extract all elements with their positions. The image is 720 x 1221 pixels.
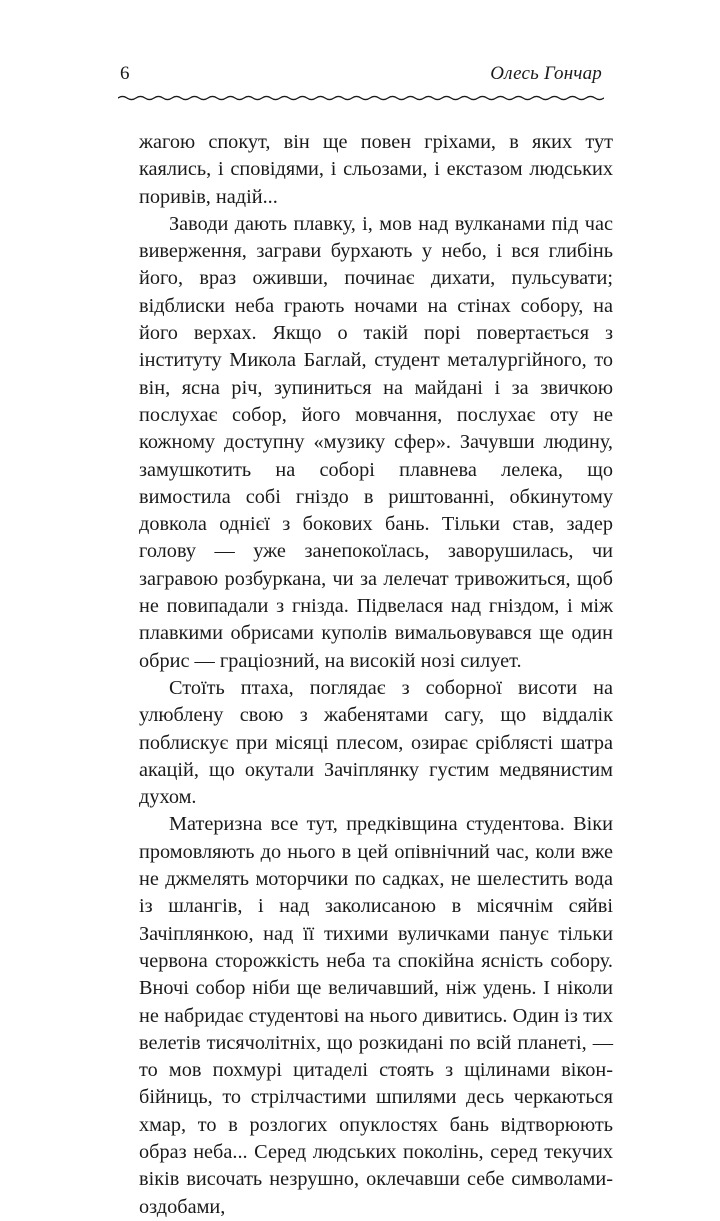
- paragraph-1: жагою спокут, він ще повен гріхами, в яких тут каялись, і сповідями, і сльозами, і екстазом людських поривів, надій...: [139, 131, 613, 208]
- page-header: [120, 62, 602, 92]
- paragraph-4: Материзна все тут, предківщина студентова. Віки промовляють до нього в цей опівнічний час, коли вже не джмелять моторчики по садках, не шелестить вода із шлангів, і над заколисаною в місячнім сяйві Зачіплянкою, над її тихими вуличками панує тільки червона сторожкість неба та спокійна ясність собору. Вночі собор ніби ще величавший, ніж удень. І ніколи не набридає студентові на нього дивитись. Один із тих велетів тисячолітніх, що розкидані по всій планеті, — то мов похмурі цитаделі стоять з щілинами вікон-бійниць, то стрілчастими шпилями десь черкаються хмар, то в розлогих опуклостях бань відтворюють образ неба... Серед людських поколінь, серед текучих віків височать незрушно, оклечавши себе символами-оздобами,: [139, 813, 613, 1218]
- body-text: [139, 129, 613, 1221]
- running-head-author: Олесь Гончар: [490, 63, 602, 84]
- paragraph-3: Стоїть птаха, поглядає з соборної висоти на улюблену свою з жабенятами сагу, що віддалік поблискує при місяці плесом, озирає сріблясті шатра акацій, що окутали Зачіплянку густим медвянистим духом.: [139, 676, 613, 809]
- paragraph-2: Заводи дають плавку, і, мов над вулканами під час виверження, заграви бурхають у небо, і вся глибінь його, враз оживши, починає дихати, пульсувати; відблиски неба грають ночами на стінах собору, на його верхах. Якщо о такій порі повертається з інституту Микола Баглай, студент металургійного, то він, ясна річ, зупиниться на майдані і за звичкою послухає собор, його мовчання, послухає оту не кожному доступну «музику сфер». Зачувши людину, замушкотить на соборі плавнева лелека, що вимостила собі гніздо в риштованні, обкинутому довкола однієї з бокових бань. Тільки став, задер голову — уже занепокоїлась, заворушилась, чи загравою розбуркана, чи за лелечат тривожиться, щоб не повипадали з гнізда. Підвелася над гніздом, і між плавкими обрисами куполів вимальовувався ще один обрис — граціозний, на високій нозі силует.: [139, 212, 613, 672]
- page-number: 6: [120, 63, 130, 84]
- wavy-divider: [118, 92, 604, 104]
